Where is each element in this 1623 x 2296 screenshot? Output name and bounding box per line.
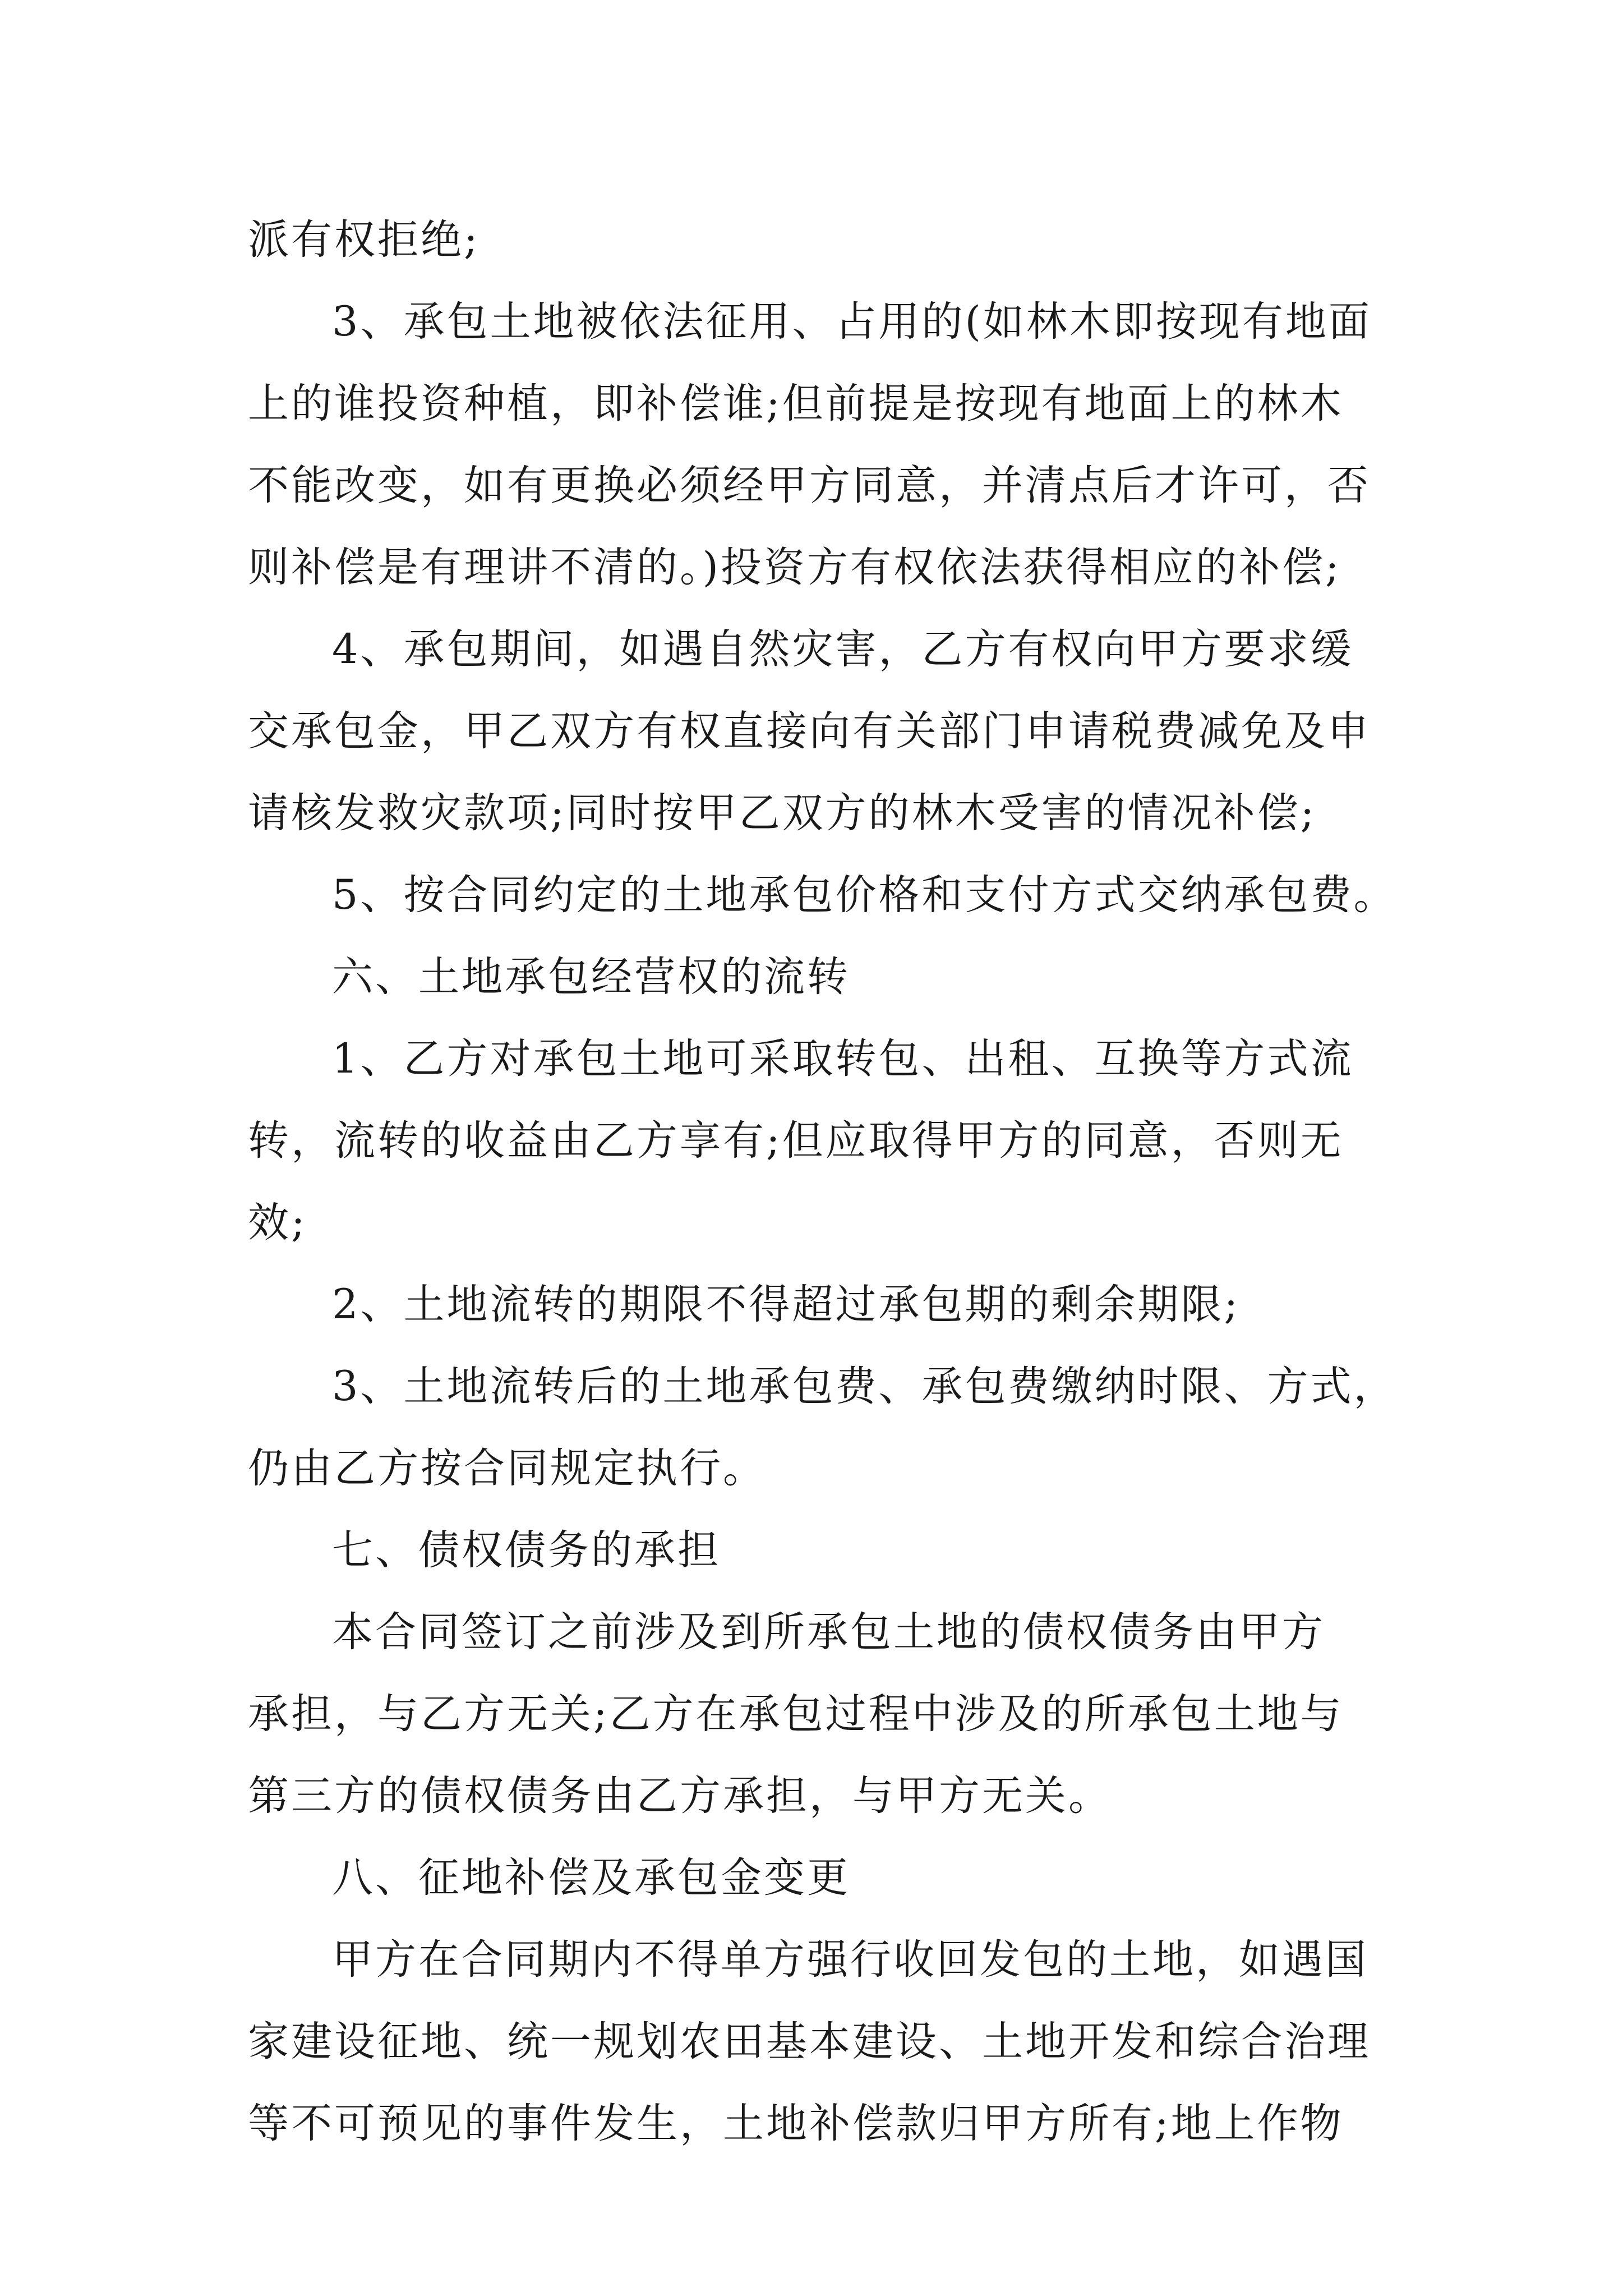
text-line: 承担，与乙方无关;乙方在承包过程中涉及的所承包土地与 bbox=[248, 1690, 1344, 1738]
section-heading: 七、债权债务的承担 bbox=[332, 1526, 721, 1574]
text-line: 派有权拒绝; bbox=[248, 216, 480, 264]
clause-paragraph-start: 4、承包期间，如遇自然灾害，乙方有权向甲方要求缓 bbox=[332, 625, 1354, 673]
clause-paragraph-start: 5、按合同约定的土地承包价格和支付方式交纳承包费。 bbox=[332, 871, 1397, 919]
text-line: 请核发救灾款项;同时按甲乙双方的林木受害的情况补偿; bbox=[248, 789, 1317, 837]
text-line: 不能改变，如有更换必须经甲方同意，并清点后才许可，否 bbox=[248, 462, 1371, 509]
document-body bbox=[248, 199, 1397, 2165]
section-heading: 八、征地补偿及承包金变更 bbox=[332, 1854, 850, 1902]
clause-paragraph-start: 甲方在合同期内不得单方强行收回发包的土地，如遇国 bbox=[332, 1936, 1368, 1984]
section-heading: 六、土地承包经营权的流转 bbox=[332, 953, 850, 1001]
text-line: 等不可预见的事件发生，土地补偿款归甲方所有;地上作物 bbox=[248, 2100, 1344, 2147]
clause-paragraph-start: 本合同签订之前涉及到所承包土地的债权债务由甲方 bbox=[332, 1608, 1325, 1656]
text-line: 则补偿是有理讲不清的。)投资方有权依法获得相应的补偿; bbox=[248, 544, 1341, 591]
clause-paragraph-start: 1、乙方对承包土地可采取转包、出租、互换等方式流 bbox=[332, 1035, 1354, 1083]
text-line: 第三方的债权债务由乙方承担，与甲方无关。 bbox=[248, 1772, 1112, 1820]
text-line: 家建设征地、统一规划农田基本建设、土地开发和综合治理 bbox=[248, 2018, 1371, 2065]
clause-paragraph-start: 2、土地流转的期限不得超过承包期的剩余期限; bbox=[332, 1281, 1241, 1328]
clause-paragraph-start: 3、承包土地被依法征用、占用的(如林木即按现有地面 bbox=[332, 298, 1372, 346]
text-line: 转，流转的收益由乙方享有;但应取得甲方的同意，否则无 bbox=[248, 1117, 1344, 1165]
text-line: 交承包金，甲乙双方有权直接向有关部门申请税费减免及申 bbox=[248, 707, 1371, 755]
text-line: 效; bbox=[248, 1199, 307, 1246]
clause-paragraph-start: 3、土地流转后的土地承包费、承包费缴纳时限、方式， bbox=[332, 1363, 1397, 1410]
text-line: 上的谁投资种植，即补偿谁;但前提是按现有地面上的林木 bbox=[248, 380, 1344, 427]
text-line: 仍由乙方按合同规定执行。 bbox=[248, 1444, 766, 1492]
